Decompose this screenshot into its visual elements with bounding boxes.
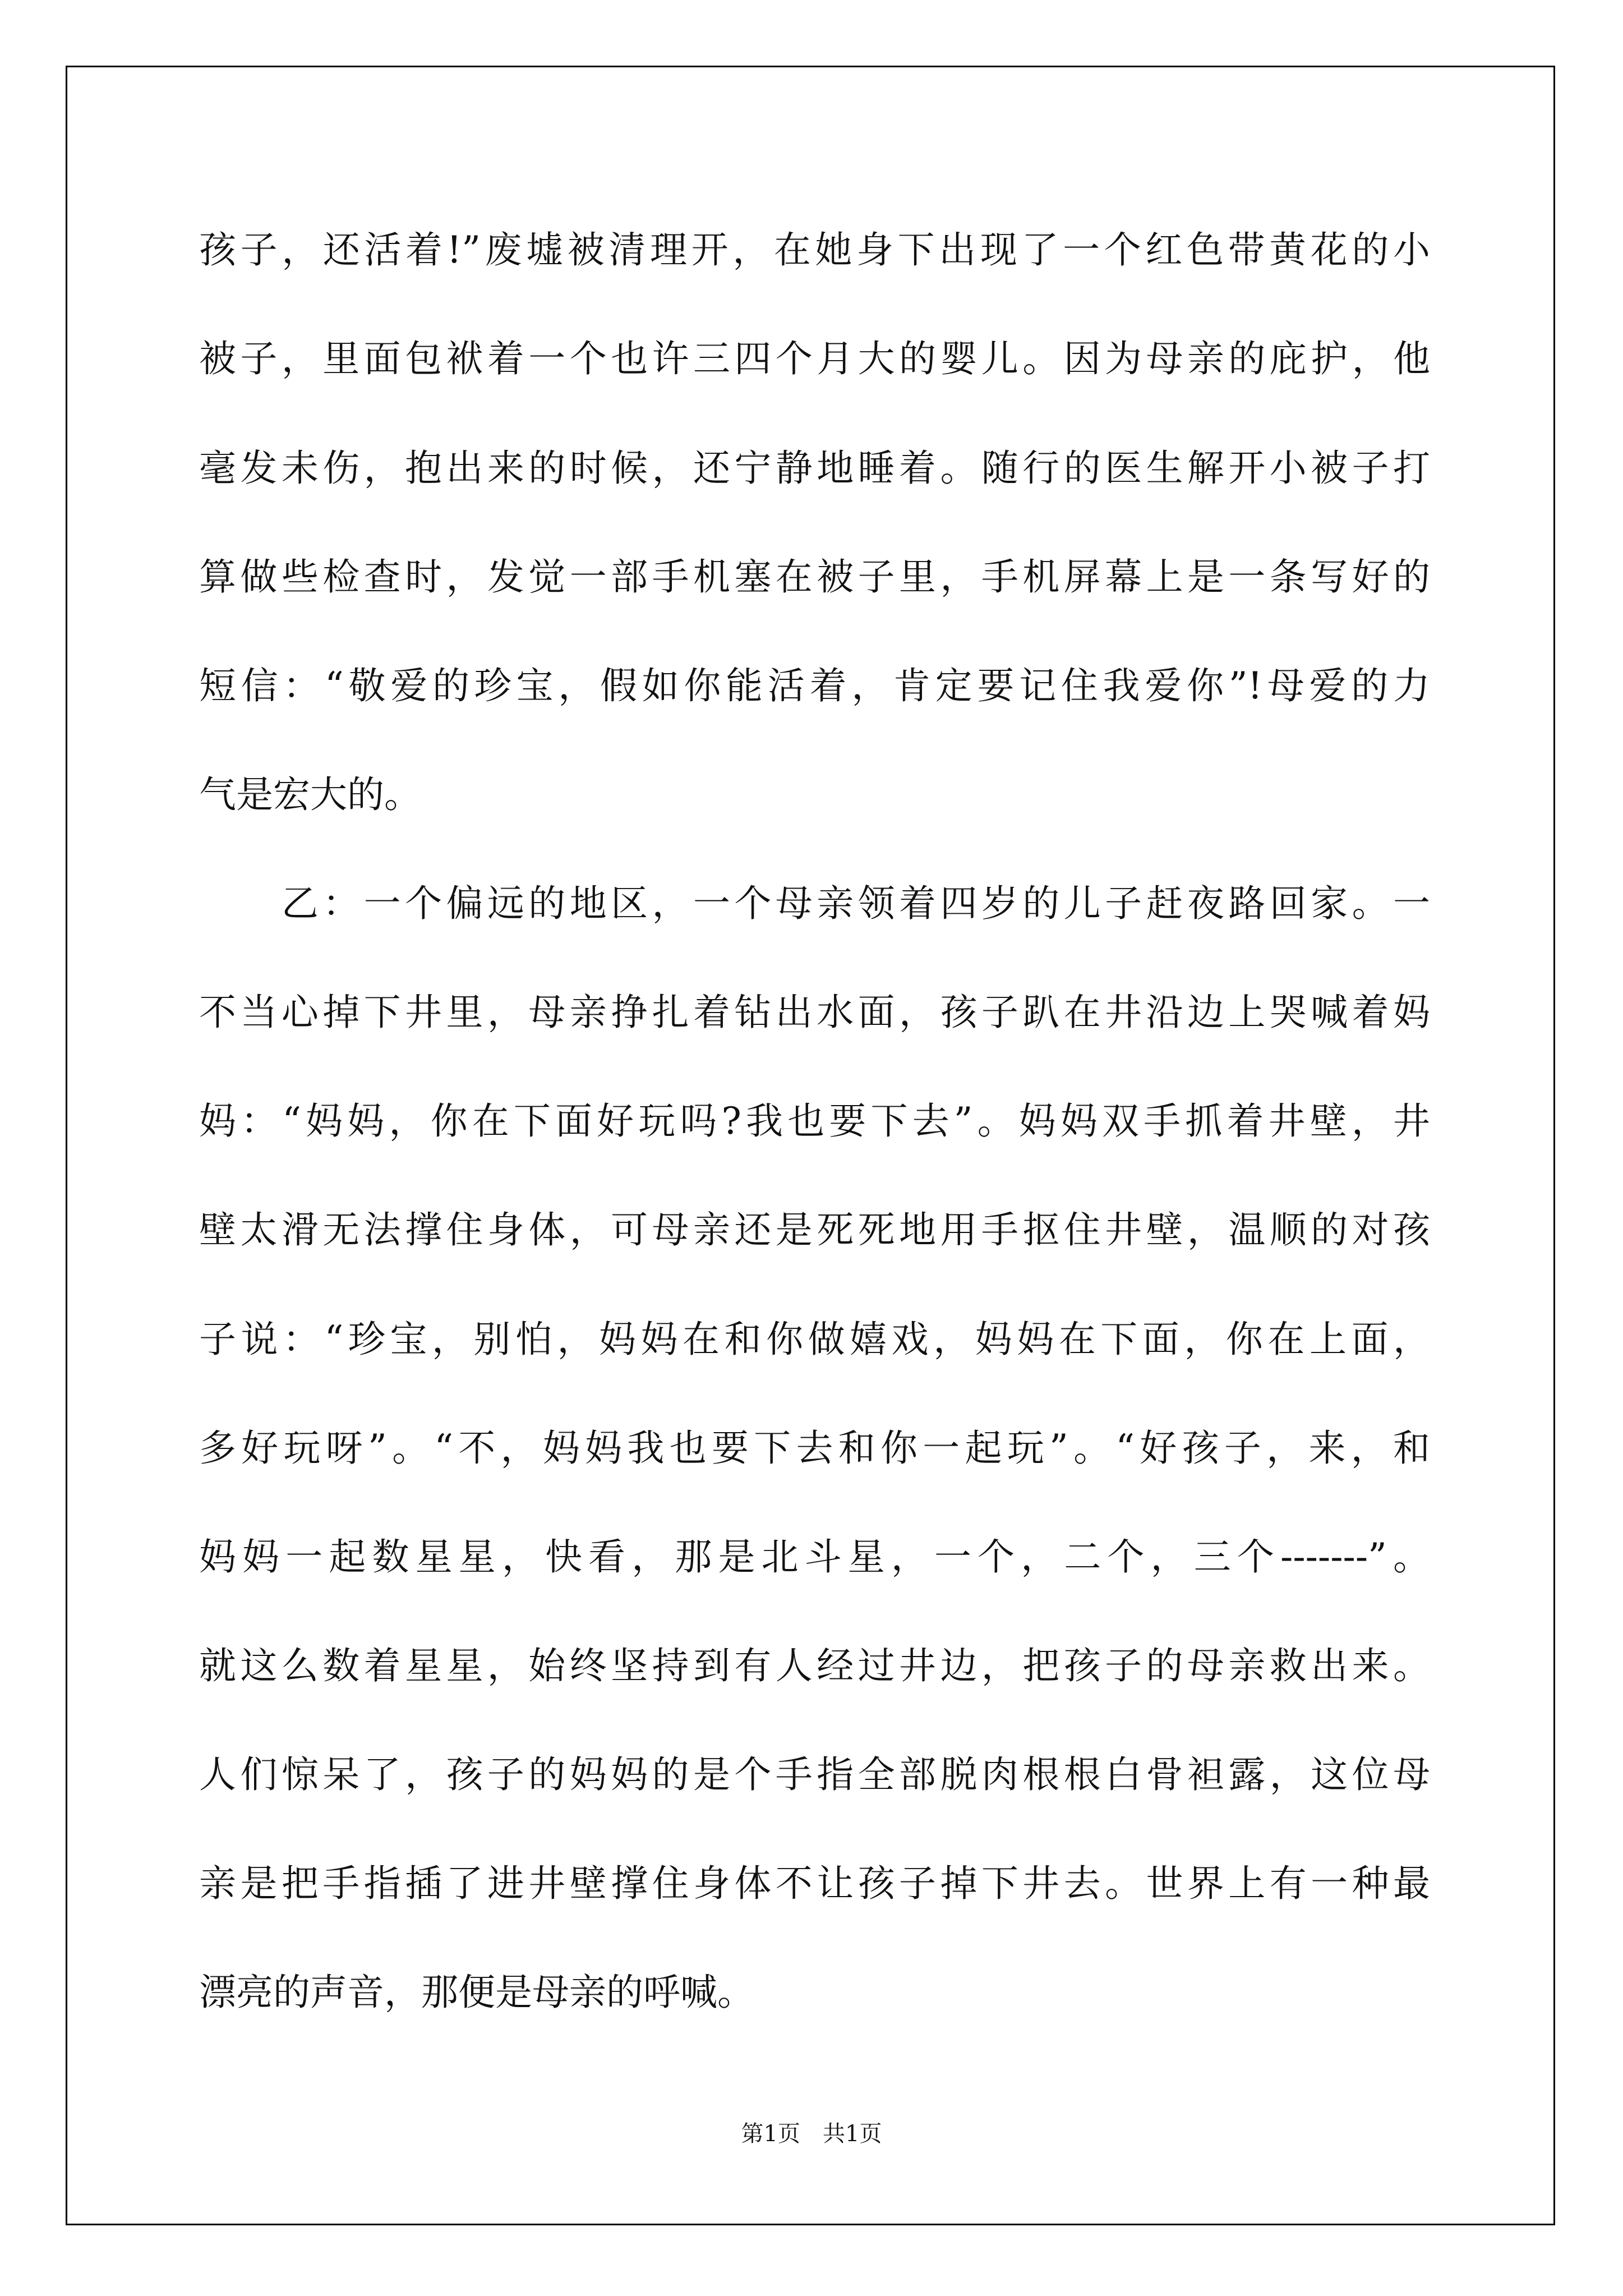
text-line: 子说：“珍宝，别怕，妈妈在和你做嬉戏，妈妈在下面，你在上面，	[199, 1318, 1430, 1361]
text-line: 亲是把手指插了进井壁撑住身体不让孩子掉下井去。世界上有一种最	[199, 1862, 1430, 1905]
text-line: 短信：“敬爱的珍宝，假如你能活着，肯定要记住我爱你”!母爱的力	[199, 664, 1430, 707]
text-line: 漂亮的声音，那便是母亲的呼喊。	[199, 1971, 754, 2014]
text-line: 算做些检查时，发觉一部手机塞在被子里，手机屏幕上是一条写好的	[199, 555, 1430, 599]
text-line: 气是宏大的。	[199, 773, 421, 816]
text-line: 多好玩呀”。“不，妈妈我也要下去和你一起玩”。“好孩子，来，和	[199, 1427, 1430, 1470]
text-line: 妈妈一起数星星，快看，那是北斗星，一个，二个，三个-------”。	[199, 1535, 1430, 1579]
text-line: 妈：“妈妈，你在下面好玩吗?我也要下去”。妈妈双手抓着井壁，井	[199, 1099, 1430, 1143]
text-line: 被子，里面包袱着一个也许三四个月大的婴儿。因为母亲的庇护，他	[199, 337, 1430, 380]
text-line: 人们惊呆了，孩子的妈妈的是个手指全部脱肉根根白骨袒露，这位母	[199, 1753, 1430, 1796]
text-line: 就这么数着星星，始终坚持到有人经过井边，把孩子的母亲救出来。	[199, 1644, 1430, 1687]
text-line: 毫发未伤，抱出来的时候，还宁静地睡着。随行的医生解开小被子打	[199, 447, 1430, 490]
text-line: 不当心掉下井里，母亲挣扎着钻出水面，孩子趴在井沿边上哭喊着妈	[199, 991, 1430, 1034]
text-line: 孩子，还活着!”废墟被清理开，在她身下出现了一个红色带黄花的小	[199, 228, 1430, 272]
page-number-footer: 第1页 共1页	[741, 2121, 882, 2147]
text-line: 乙：一个偏远的地区，一个母亲领着四岁的儿子赶夜路回家。一	[199, 882, 1430, 925]
text-line: 壁太滑无法撑住身体，可母亲还是死死地用手抠住井壁，温顺的对孩	[199, 1208, 1430, 1251]
